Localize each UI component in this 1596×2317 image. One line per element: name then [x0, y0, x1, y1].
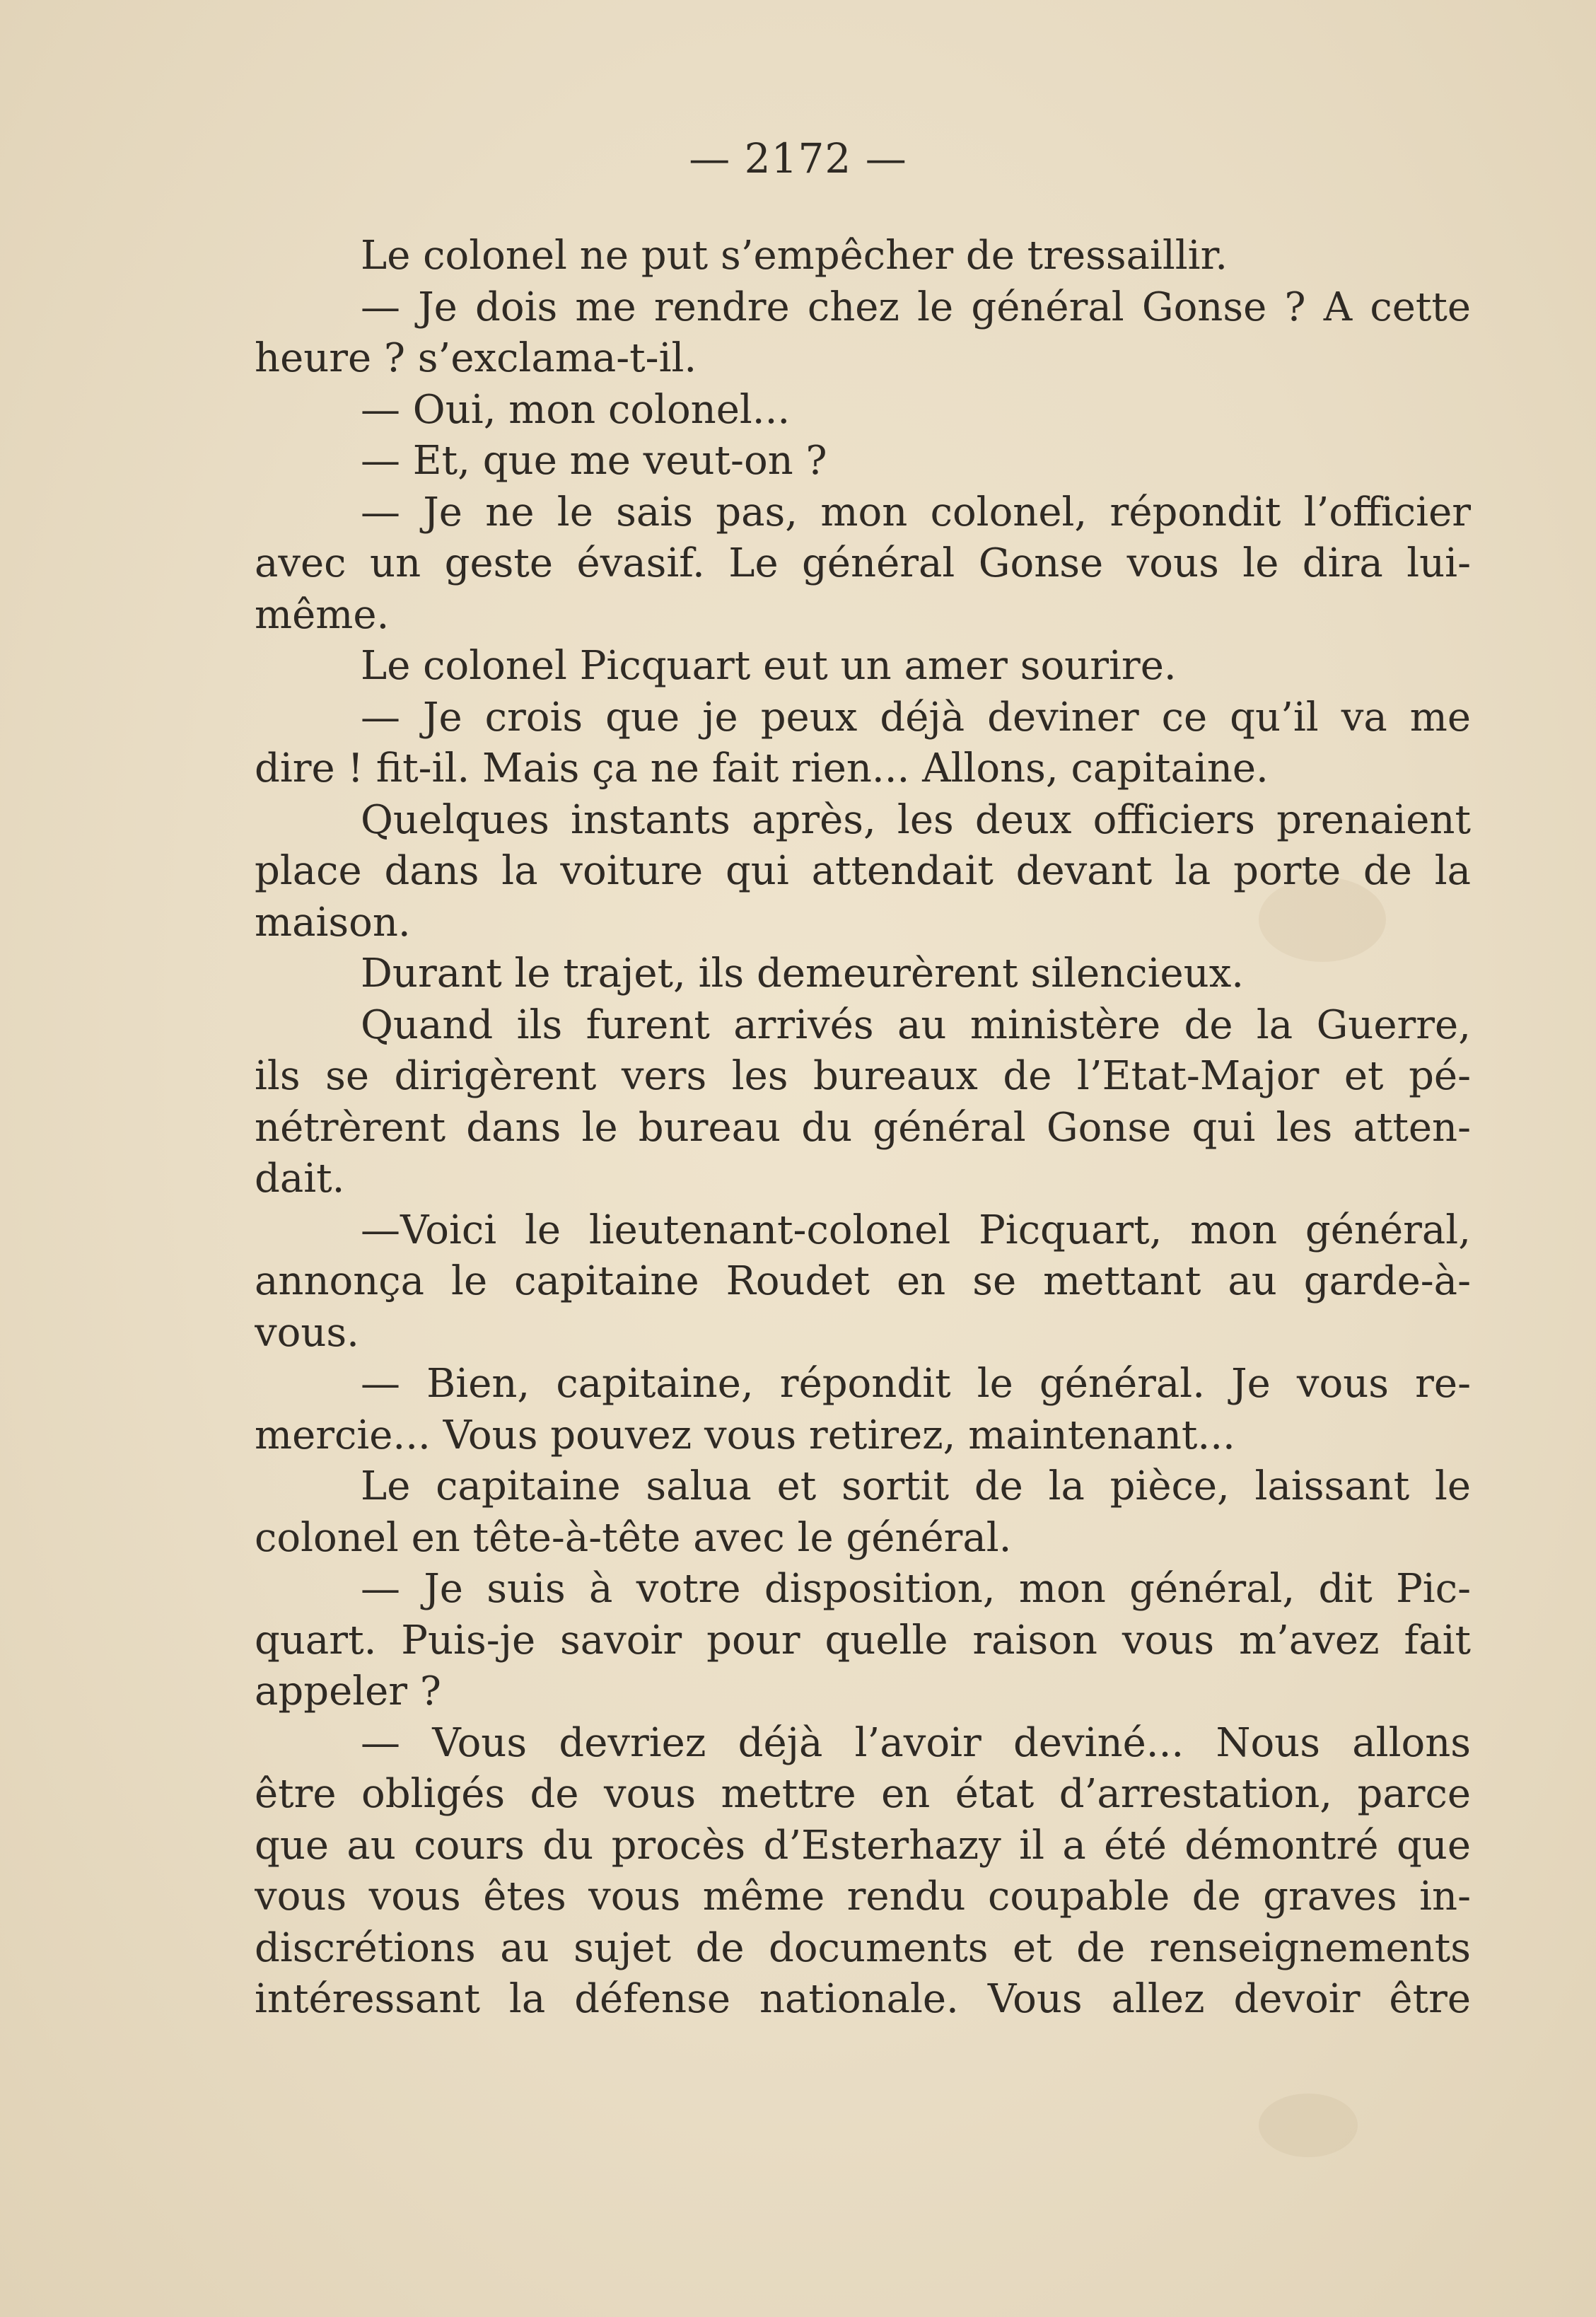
text-line: que au cours du procès d’Esterhazy il a été démontré que [255, 1822, 1471, 1869]
text-line: Quand ils furent arrivés au ministère de la Guerre, [361, 1001, 1471, 1048]
page-number: — 2172 — [689, 134, 907, 182]
text-line: — Bien, capitaine, répondit le général. Je vous re- [361, 1361, 1471, 1407]
text-line: — Et, que me veut-on ? [361, 438, 827, 484]
text-line: — Je crois que je peux déjà deviner ce qu’il va me [361, 694, 1471, 741]
text-line: Durant le trajet, ils demeurèrent silencieux. [361, 951, 1245, 997]
text-line: Le colonel ne put s’empêcher de tressaillir. [361, 233, 1228, 279]
text-line: vous vous êtes vous même rendu coupable de graves in- [255, 1874, 1471, 1920]
text-line: Le capitaine salua et sortit de la pièce, laissant le [361, 1463, 1471, 1509]
paper-stain [1259, 2094, 1358, 2157]
text-line: intéressant la défense nationale. Vous allez devoir être [255, 1976, 1471, 2022]
text-line: heure ? s’exclama-t-il. [255, 335, 697, 381]
text-line: — Vous devriez déjà l’avoir deviné... Nous allons [361, 1719, 1471, 1766]
text-line: maison. [255, 899, 411, 946]
text-line: — Je suis à votre disposition, mon général, dit Pic- [361, 1566, 1471, 1612]
text-line: nétrèrent dans le bureau du général Gonse qui les atten- [255, 1104, 1471, 1151]
text-line: Quelques instants après, les deux officiers prenaient [361, 796, 1471, 843]
body-text [255, 231, 1471, 2026]
text-line: place dans la voiture qui attendait devant la porte de la [255, 848, 1471, 894]
text-line: Le colonel Picquart eut un amer sourire. [361, 643, 1177, 689]
text-line: avec un geste évasif. Le général Gonse vous le dira lui- [255, 540, 1471, 586]
text-line: dire ! fit-il. Mais ça ne fait rien... Allons, capitaine. [255, 745, 1269, 791]
text-line: appeler ? [255, 1668, 441, 1714]
text-line: — Je dois me rendre chez le général Gonse ? A cette [361, 284, 1471, 330]
text-line: — Oui, mon colonel... [361, 386, 791, 433]
text-line: —Voici le lieutenant-colonel Picquart, mon général, [361, 1207, 1471, 1253]
text-line: colonel en tête-à-tête avec le général. [255, 1514, 1012, 1561]
text-line: être obligés de vous mettre en état d’arrestation, parce [255, 1771, 1471, 1817]
text-line: — Je ne le sais pas, mon colonel, répondit l’officier [361, 489, 1471, 535]
text-line: ils se dirigèrent vers les bureaux de l’Etat-Major et pé- [255, 1053, 1471, 1099]
text-line: quart. Puis-je savoir pour quelle raison vous m’avez fait [255, 1617, 1471, 1663]
text-line: même. [255, 591, 390, 638]
text-line: vous. [255, 1309, 359, 1356]
text-line: annonça le capitaine Roudet en se mettant au garde-à- [255, 1258, 1471, 1304]
text-line: discrétions au sujet de documents et de renseignements [255, 1924, 1471, 1971]
text-line: dait. [255, 1156, 345, 1202]
text-line: mercie... Vous pouvez vous retirez, maintenant... [255, 1412, 1235, 1458]
